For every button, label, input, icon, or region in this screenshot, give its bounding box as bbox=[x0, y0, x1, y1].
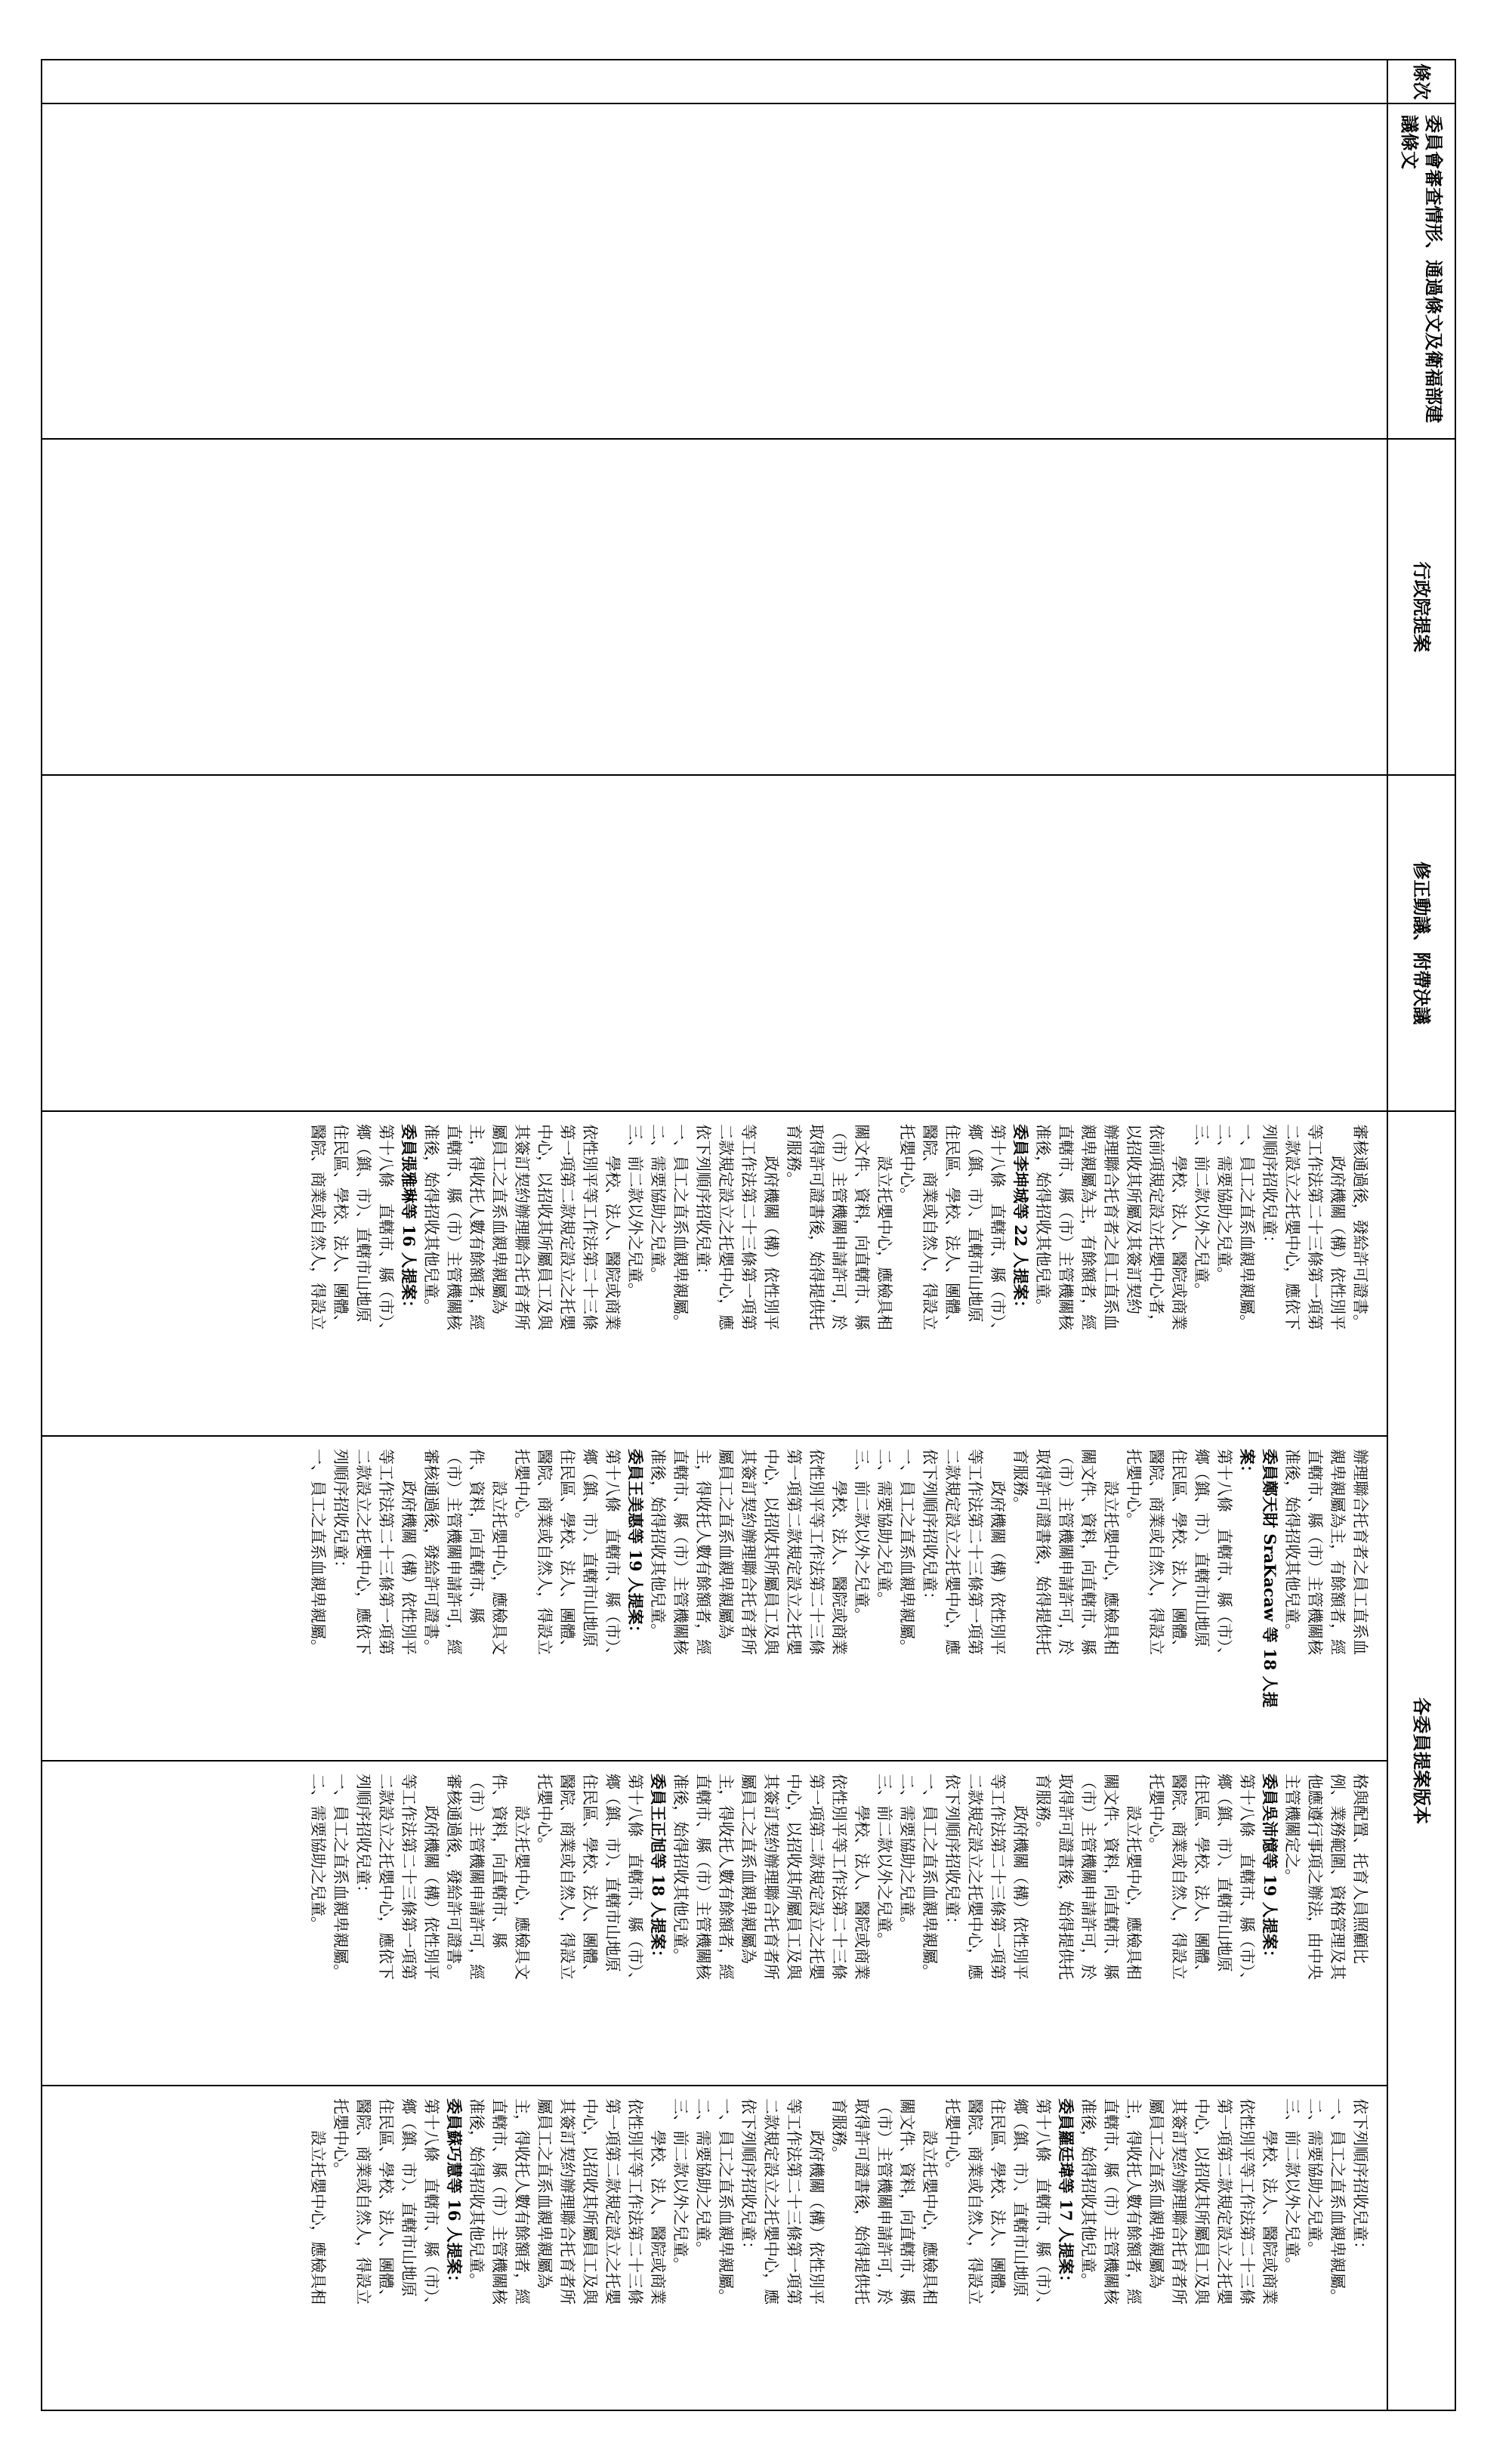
text-line: 直轄市、縣（市）主管機關核 bbox=[694, 1774, 712, 1980]
cell-versions bbox=[42, 1111, 1387, 2410]
text-line: 依性別平等工作法第二十三條 bbox=[1238, 2098, 1256, 2305]
text-line: 二、需要協助之兒童。 bbox=[1215, 1124, 1233, 1283]
text-line: 托嬰中心。 bbox=[898, 1124, 916, 1203]
text-line: 學校、法人、醫院或商業 bbox=[649, 2098, 667, 2305]
cell-article-no bbox=[42, 60, 1387, 103]
proposer-heading: 委員張雅琳等 16 人提案： bbox=[400, 1124, 418, 1316]
text-line: 中心，以招收其所屬員工及與 bbox=[762, 1449, 780, 1655]
text-line: 依下列順序招收兒童： bbox=[739, 2098, 758, 2257]
text-line: 醫院、商業或自然人，得設立 bbox=[354, 2098, 372, 2305]
proposer-heading: 委員羅廷瑋等 17 人提案： bbox=[1057, 2098, 1075, 2290]
text-line: 托嬰中心。 bbox=[1147, 1774, 1165, 1853]
text-line: 托嬰中心。 bbox=[535, 1774, 554, 1853]
text-line: 三、前二款以外之兒童。 bbox=[853, 1449, 871, 1623]
text-line: 醫院、商業或自然人，得設立 bbox=[966, 2098, 984, 2305]
text-line: 二款規定設立之托嬰中心，應 bbox=[717, 1124, 735, 1330]
text-line: 二款規定設立之托嬰中心，應 bbox=[762, 2098, 780, 2305]
text-line: 件、資料，向直轄市、縣 bbox=[468, 1449, 486, 1623]
text-line: 育服務。 bbox=[1034, 1774, 1052, 1837]
text-line: 第一項第二款規定設立之托嬰 bbox=[785, 1449, 803, 1655]
text-line: 醫院、商業或自然人，得設立 bbox=[921, 1124, 939, 1330]
text-line: 中心，以招收其所屬員工及與 bbox=[1193, 2098, 1211, 2305]
text-line: 住民區、學校、法人、團體、 bbox=[377, 2098, 395, 2305]
text-line: 關文件、資料，向直轄市、縣 bbox=[853, 1124, 871, 1330]
header-row bbox=[1387, 60, 1455, 2410]
text-line: 二、需要協助之兒童。 bbox=[1306, 2098, 1324, 2257]
text-line: 依下列順序招收兒童： bbox=[943, 1774, 961, 1932]
text-line: （市）主管機關申請許可，於 bbox=[830, 1124, 848, 1330]
text-line: 一、員工之直系血親卑親屬。 bbox=[717, 2098, 735, 2305]
text-line: 關文件、資料，向直轄市、縣 bbox=[1102, 1774, 1120, 1980]
text-line: 醫院、商業或自然人，得設立 bbox=[558, 1774, 576, 1980]
text-line: 等工作法第二十三條第一項第 bbox=[739, 1124, 758, 1330]
text-line: （市）主管機關申請許可，於 bbox=[1079, 1774, 1097, 1980]
text-line: 主，得收托人數有餘額者，經 bbox=[717, 1774, 735, 1980]
text-line: 准後，始得招收其他兒童。 bbox=[1079, 2098, 1097, 2289]
proposer-heading: 委員王正旭等 18 人提案： bbox=[649, 1774, 668, 1965]
text-line: 托嬰中心。 bbox=[943, 2098, 961, 2178]
versions-columns bbox=[42, 1112, 1387, 2410]
text-line: 關文件、資料，向直轄市、縣 bbox=[1079, 1449, 1097, 1655]
text-line: 住民區、學校、法人、團體、 bbox=[1170, 1449, 1188, 1655]
text-line: 鄉（鎮、市）、直轄市山地原 bbox=[354, 1124, 372, 1323]
text-line: 鄉（鎮、市）、直轄市山地原 bbox=[400, 2098, 418, 2297]
proposer-heading: 委員蘇巧慧等 16 人提案： bbox=[445, 2098, 464, 2290]
text-line: 醫院、商業或自然人，得設立 bbox=[1170, 1774, 1188, 1980]
text-line: 住民區、學校、法人、團體、 bbox=[1193, 1774, 1211, 1980]
text-line: 屬員工之直系血親卑親屬為 bbox=[717, 1449, 735, 1639]
text-line: 三、前二款以外之兒童。 bbox=[626, 1124, 644, 1298]
text-line: （市）主管機關申請許可，經 bbox=[445, 1449, 463, 1655]
text-line: 依性別平等工作法第二十三條 bbox=[807, 1449, 825, 1655]
text-line: 中心，以招收其所屬員工及與 bbox=[535, 1124, 554, 1330]
text-line: 格與配置、托育人員照顧比 bbox=[1351, 1774, 1369, 1964]
text-line: 育服務。 bbox=[1011, 1449, 1029, 1512]
text-line: 育服務。 bbox=[785, 1124, 803, 1187]
text-line: 准後，始得招收其他兒童。 bbox=[1034, 1124, 1052, 1314]
text-line: 直轄市、縣（市）主管機關核 bbox=[1306, 1449, 1324, 1655]
text-line: 學校、法人、醫院或商業 bbox=[1170, 1124, 1188, 1330]
text-line: 住民區、學校、法人、團體、 bbox=[581, 1774, 599, 1980]
text-line: 依前項規定設立托嬰中心者， bbox=[1147, 1124, 1165, 1330]
text-line: 准後，始得招收其他兒童。 bbox=[671, 1774, 690, 1964]
text-line: （市）主管機關申請許可，經 bbox=[468, 1774, 486, 1980]
text-line: 醫院、商業或自然人，得設立 bbox=[1147, 1449, 1165, 1655]
text-line: 一、員工之直系血親卑親屬。 bbox=[1238, 1124, 1256, 1330]
text-line: 等工作法第二十三條第一項第 bbox=[966, 1449, 984, 1655]
text-line: 一、員工之直系血親卑親屬。 bbox=[898, 1449, 916, 1655]
text-line: 三、前二款以外之兒童。 bbox=[671, 2098, 690, 2273]
text-line: 准後，始得招收其他兒童。 bbox=[1283, 1449, 1301, 1639]
text-line: 等工作法第二十三條第一項第 bbox=[785, 2098, 803, 2305]
cell-exec-proposal bbox=[42, 439, 1387, 775]
text-line: 政府機關（構）依性別平 bbox=[422, 1774, 440, 1980]
header-article-no: 條次 bbox=[1387, 60, 1455, 103]
proposer-heading: 委員鄭天財 SraKacaw 等 18 人提 bbox=[1261, 1449, 1279, 1708]
text-line: 主，得收托人數有餘額者，經 bbox=[468, 1124, 486, 1330]
text-line: 審核通過後，發給許可證書。 bbox=[445, 1774, 463, 1980]
text-line: 一、員工之直系血親卑親屬。 bbox=[309, 1449, 327, 1655]
text-line: 關文件、資料，向直轄市、縣 bbox=[898, 2098, 916, 2305]
text-line: 三、前二款以外之兒童。 bbox=[1193, 1124, 1211, 1298]
text-line: 第一項第二款規定設立之托嬰 bbox=[807, 1774, 825, 1980]
text-line: 政府機關（構）依性別平 bbox=[989, 1449, 1007, 1655]
text-line: 取得許可證書後，始得提供托 bbox=[1034, 1449, 1052, 1655]
text-line: 學校、法人、醫院或商業 bbox=[603, 1124, 622, 1330]
version-column bbox=[42, 1760, 1387, 2085]
text-line: 審核通過後，發給許可證書。 bbox=[1351, 1124, 1369, 1330]
text-line: （市）主管機關申請許可，於 bbox=[1057, 1449, 1075, 1655]
text-line: 列順序招收兒童： bbox=[332, 1449, 350, 1576]
text-line: 直轄市、縣（市）主管機關核 bbox=[1102, 2098, 1120, 2305]
text-line: 二款設立之托嬰中心，應依下 bbox=[354, 1449, 372, 1655]
text-line: 辦理聯合托育者之員工直系血 bbox=[1351, 1449, 1369, 1655]
text-line: 三、前二款以外之兒童。 bbox=[875, 1774, 893, 1948]
text-line: 醫院、商業或自然人，得設立 bbox=[535, 1449, 554, 1655]
text-line: 准後，始得招收其他兒童。 bbox=[422, 1124, 440, 1314]
header-committee-review: 委員會審查情形、通過條文及衛福部建議條文 bbox=[1387, 103, 1455, 439]
text-line: 主，得收托人數有餘額者，經 bbox=[1125, 2098, 1143, 2305]
text-line: 鄉（鎮、市）、直轄市山地原 bbox=[966, 1124, 984, 1323]
text-line: 依性別平等工作法第二十三條 bbox=[830, 1774, 848, 1980]
text-line: 住民區、學校、法人、團體、 bbox=[558, 1449, 576, 1655]
text-line: 取得許可證書後，始得提供托 bbox=[807, 1124, 825, 1330]
text-line: 學校、法人、醫院或商業 bbox=[830, 1449, 848, 1655]
text-line: 二、需要協助之兒童。 bbox=[309, 1774, 327, 1932]
text-line: 鄉（鎮、市）、直轄市山地原 bbox=[603, 1774, 622, 1972]
text-line: 其簽訂契約辦理聯合托育者所 bbox=[558, 2098, 576, 2305]
text-line: 二、需要協助之兒童。 bbox=[875, 1449, 893, 1607]
text-line: 鄉（鎮、市）、直轄市山地原 bbox=[1193, 1449, 1211, 1647]
text-line: 政府機關（構）依性別平 bbox=[1011, 1774, 1029, 1980]
text-line: 依下列順序招收兒童： bbox=[694, 1124, 712, 1283]
text-line: 二、需要協助之兒童。 bbox=[694, 2098, 712, 2257]
text-line: 住民區、學校、法人、團體、 bbox=[989, 2098, 1007, 2305]
text-line: 設立托嬰中心，應檢具相 bbox=[1102, 1449, 1120, 1655]
text-line: 以招收其所屬及其簽訂契約 bbox=[1125, 1124, 1143, 1314]
text-line: 例、業務範圍、資格管理及其 bbox=[1328, 1774, 1347, 1980]
text-line: 屬員工之直系血親卑親屬為 bbox=[490, 1124, 508, 1314]
version-column bbox=[42, 1112, 1387, 1435]
text-line: 親卑親屬為主，有餘額者，經 bbox=[1328, 1449, 1347, 1655]
text-line: 第十八條 直轄市、縣（市）、 bbox=[603, 1449, 622, 1663]
text-line: 他應遵行事項之辦法，由中央 bbox=[1306, 1774, 1324, 1980]
text-line: 政府機關（構）依性別平 bbox=[400, 1449, 418, 1655]
text-line: 件、資料，向直轄市、縣 bbox=[490, 1774, 508, 1948]
text-line: 直轄市、縣（市）主管機關核 bbox=[671, 1449, 690, 1655]
text-line: 等工作法第二十三條第一項第 bbox=[377, 1449, 395, 1655]
header-exec-proposal: 行政院提案 bbox=[1387, 439, 1455, 775]
comparison-table bbox=[41, 59, 1456, 2411]
text-line: 取得許可證書後，始得提供托 bbox=[853, 2098, 871, 2305]
text-line: 主，得收托人數有餘額者，經 bbox=[694, 1449, 712, 1655]
text-line: 中心，以招收其所屬員工及與 bbox=[785, 1774, 803, 1980]
text-line: 依下列順序招收兒童： bbox=[1351, 2098, 1369, 2257]
text-line: 第十八條 直轄市、縣（市）、 bbox=[1034, 2098, 1052, 2313]
text-line: 政府機關（構）依性別平 bbox=[762, 1124, 780, 1330]
text-line: 其簽訂契約辦理聯合托育者所 bbox=[762, 1774, 780, 1980]
text-line: 設立托嬰中心，應檢具文 bbox=[513, 1774, 531, 1980]
text-line: 二款規定設立之托嬰中心，應 bbox=[943, 1449, 961, 1655]
text-line: 審核通過後，發給許可證書。 bbox=[422, 1449, 440, 1655]
cell-amendment bbox=[42, 775, 1387, 1111]
text-line: 政府機關（構）依性別平 bbox=[807, 2098, 825, 2305]
text-line: 第一項第二款規定設立之托嬰 bbox=[603, 2098, 622, 2305]
text-line: 二款設立之托嬰中心，應依下 bbox=[1283, 1124, 1301, 1330]
version-column bbox=[42, 2085, 1387, 2410]
text-line: 第一項第二款規定設立之托嬰 bbox=[1215, 2098, 1233, 2305]
text-line: 其簽訂契約辦理聯合托育者所 bbox=[739, 1449, 758, 1655]
text-line: 設立托嬰中心，應檢具相 bbox=[875, 1124, 893, 1330]
text-line: （市）主管機關申請許可，於 bbox=[875, 2098, 893, 2305]
text-line: 二、需要協助之兒童。 bbox=[898, 1774, 916, 1932]
body-row bbox=[42, 60, 1387, 2410]
text-line: 列順序招收兒童： bbox=[354, 1774, 372, 1900]
proposer-heading: 委員王美惠等 19 人提案： bbox=[626, 1449, 645, 1641]
cell-committee-review bbox=[42, 103, 1387, 439]
header-versions: 各委員提案版本 bbox=[1387, 1111, 1455, 2410]
proposer-heading: 委員吳沛憶等 19 人提案： bbox=[1261, 1774, 1279, 1965]
text-line: 托嬰中心。 bbox=[513, 1449, 531, 1528]
text-line: 二款規定設立之托嬰中心，應 bbox=[966, 1774, 984, 1980]
text-line: 住民區、學校、法人、團體、 bbox=[943, 1124, 961, 1330]
text-line: 其簽訂契約辦理聯合托育者所 bbox=[1170, 2098, 1188, 2305]
text-line: 主管機關定之。 bbox=[1283, 1774, 1301, 1885]
text-line: 等工作法第二十三條第一項第 bbox=[989, 1774, 1007, 1980]
text-line: 一、員工之直系血親卑親屬。 bbox=[1328, 2098, 1347, 2305]
text-line: 屬員工之直系血親卑親屬為 bbox=[739, 1774, 758, 1964]
text-line: 托嬰中心。 bbox=[332, 2098, 350, 2178]
text-line: 學校、法人、醫院或商業 bbox=[1261, 2098, 1279, 2305]
text-line: 等工作法第二十三條第一項第 bbox=[400, 1774, 418, 1980]
text-line: 屬員工之直系血親卑親屬為 bbox=[535, 2098, 554, 2289]
text-line: 一、員工之直系血親卑親屬。 bbox=[921, 1774, 939, 1980]
text-line: 三、前二款以外之兒童。 bbox=[1283, 2098, 1301, 2273]
text-line: 依下列順序招收兒童： bbox=[921, 1449, 939, 1607]
text-line: 鄉（鎮、市）、直轄市山地原 bbox=[1011, 2098, 1029, 2297]
text-line: 親卑親屬為主，有餘額者，經 bbox=[1079, 1124, 1097, 1330]
text-line: 第十八條 直轄市、縣（市）、 bbox=[1215, 1449, 1233, 1663]
text-line: 第十八條 直轄市、縣（市）、 bbox=[989, 1124, 1007, 1339]
proposer-heading: 案： bbox=[1238, 1449, 1257, 1481]
text-line: 屬員工之直系血親卑親屬為 bbox=[1147, 2098, 1165, 2289]
text-line: 第十八條 直轄市、縣（市）、 bbox=[1238, 1774, 1256, 1988]
text-line: 第十八條 直轄市、縣（市）、 bbox=[626, 1774, 644, 1988]
text-line: 醫院、商業或自然人，得設立 bbox=[309, 1124, 327, 1330]
text-line: 二、需要協助之兒童。 bbox=[649, 1124, 667, 1283]
version-column bbox=[42, 1435, 1387, 1760]
text-line: 等工作法第二十三條第一項第 bbox=[1306, 1124, 1324, 1330]
text-line: 取得許可證書後，始得提供托 bbox=[1057, 1774, 1075, 1980]
text-line: 准後，始得招收其他兒童。 bbox=[468, 2098, 486, 2289]
header-amendment: 修正動議、附帶決議 bbox=[1387, 775, 1455, 1111]
text-line: 托嬰中心。 bbox=[1125, 1449, 1143, 1528]
text-line: 其簽訂契約辦理聯合托育者所 bbox=[513, 1124, 531, 1330]
text-line: 第一項第二款規定設立之托嬰 bbox=[558, 1124, 576, 1330]
text-line: 第十八條 直轄市、縣（市）、 bbox=[422, 2098, 440, 2313]
text-line: 政府機關（構）依性別平 bbox=[1328, 1124, 1347, 1330]
text-line: 中心，以招收其所屬員工及與 bbox=[581, 2098, 599, 2305]
text-line: 設立托嬰中心，應檢具相 bbox=[309, 2098, 327, 2305]
text-line: 辦理聯合托育者之員工直系血 bbox=[1102, 1124, 1120, 1330]
text-line: 鄉（鎮、市）、直轄市山地原 bbox=[581, 1449, 599, 1647]
text-line: 直轄市、縣（市）主管機關核 bbox=[445, 1124, 463, 1330]
text-line: 直轄市、縣（市）主管機關核 bbox=[1057, 1124, 1075, 1330]
text-line: 二款設立之托嬰中心，應依下 bbox=[377, 1774, 395, 1980]
text-line: 直轄市、縣（市）主管機關核 bbox=[490, 2098, 508, 2305]
text-line: 學校、法人、醫院或商業 bbox=[853, 1774, 871, 1980]
text-line: 設立托嬰中心，應檢具文 bbox=[490, 1449, 508, 1655]
text-line: 設立托嬰中心，應檢具相 bbox=[921, 2098, 939, 2305]
text-line: 一、員工之直系血親卑親屬。 bbox=[671, 1124, 690, 1330]
text-line: 依性別平等工作法第二十三條 bbox=[626, 2098, 644, 2305]
text-line: 列順序招收兒童： bbox=[1261, 1124, 1279, 1251]
text-line: 依性別平等工作法第二十三條 bbox=[581, 1124, 599, 1330]
text-line: 一、員工之直系血親卑親屬。 bbox=[332, 1774, 350, 1980]
text-line: 准後，始得招收其他兒童。 bbox=[649, 1449, 667, 1639]
text-line: 第十八條 直轄市、縣（市）、 bbox=[377, 1124, 395, 1339]
text-line: 住民區、學校、法人、團體、 bbox=[332, 1124, 350, 1330]
text-line: 鄉（鎮、市）、直轄市山地原 bbox=[1215, 1774, 1233, 1972]
text-line: 主，得收托人數有餘額者，經 bbox=[513, 2098, 531, 2305]
text-line: 育服務。 bbox=[830, 2098, 848, 2162]
text-line: 設立托嬰中心，應檢具相 bbox=[1125, 1774, 1143, 1980]
proposer-heading: 委員李坤城等 22 人提案： bbox=[1011, 1124, 1030, 1316]
